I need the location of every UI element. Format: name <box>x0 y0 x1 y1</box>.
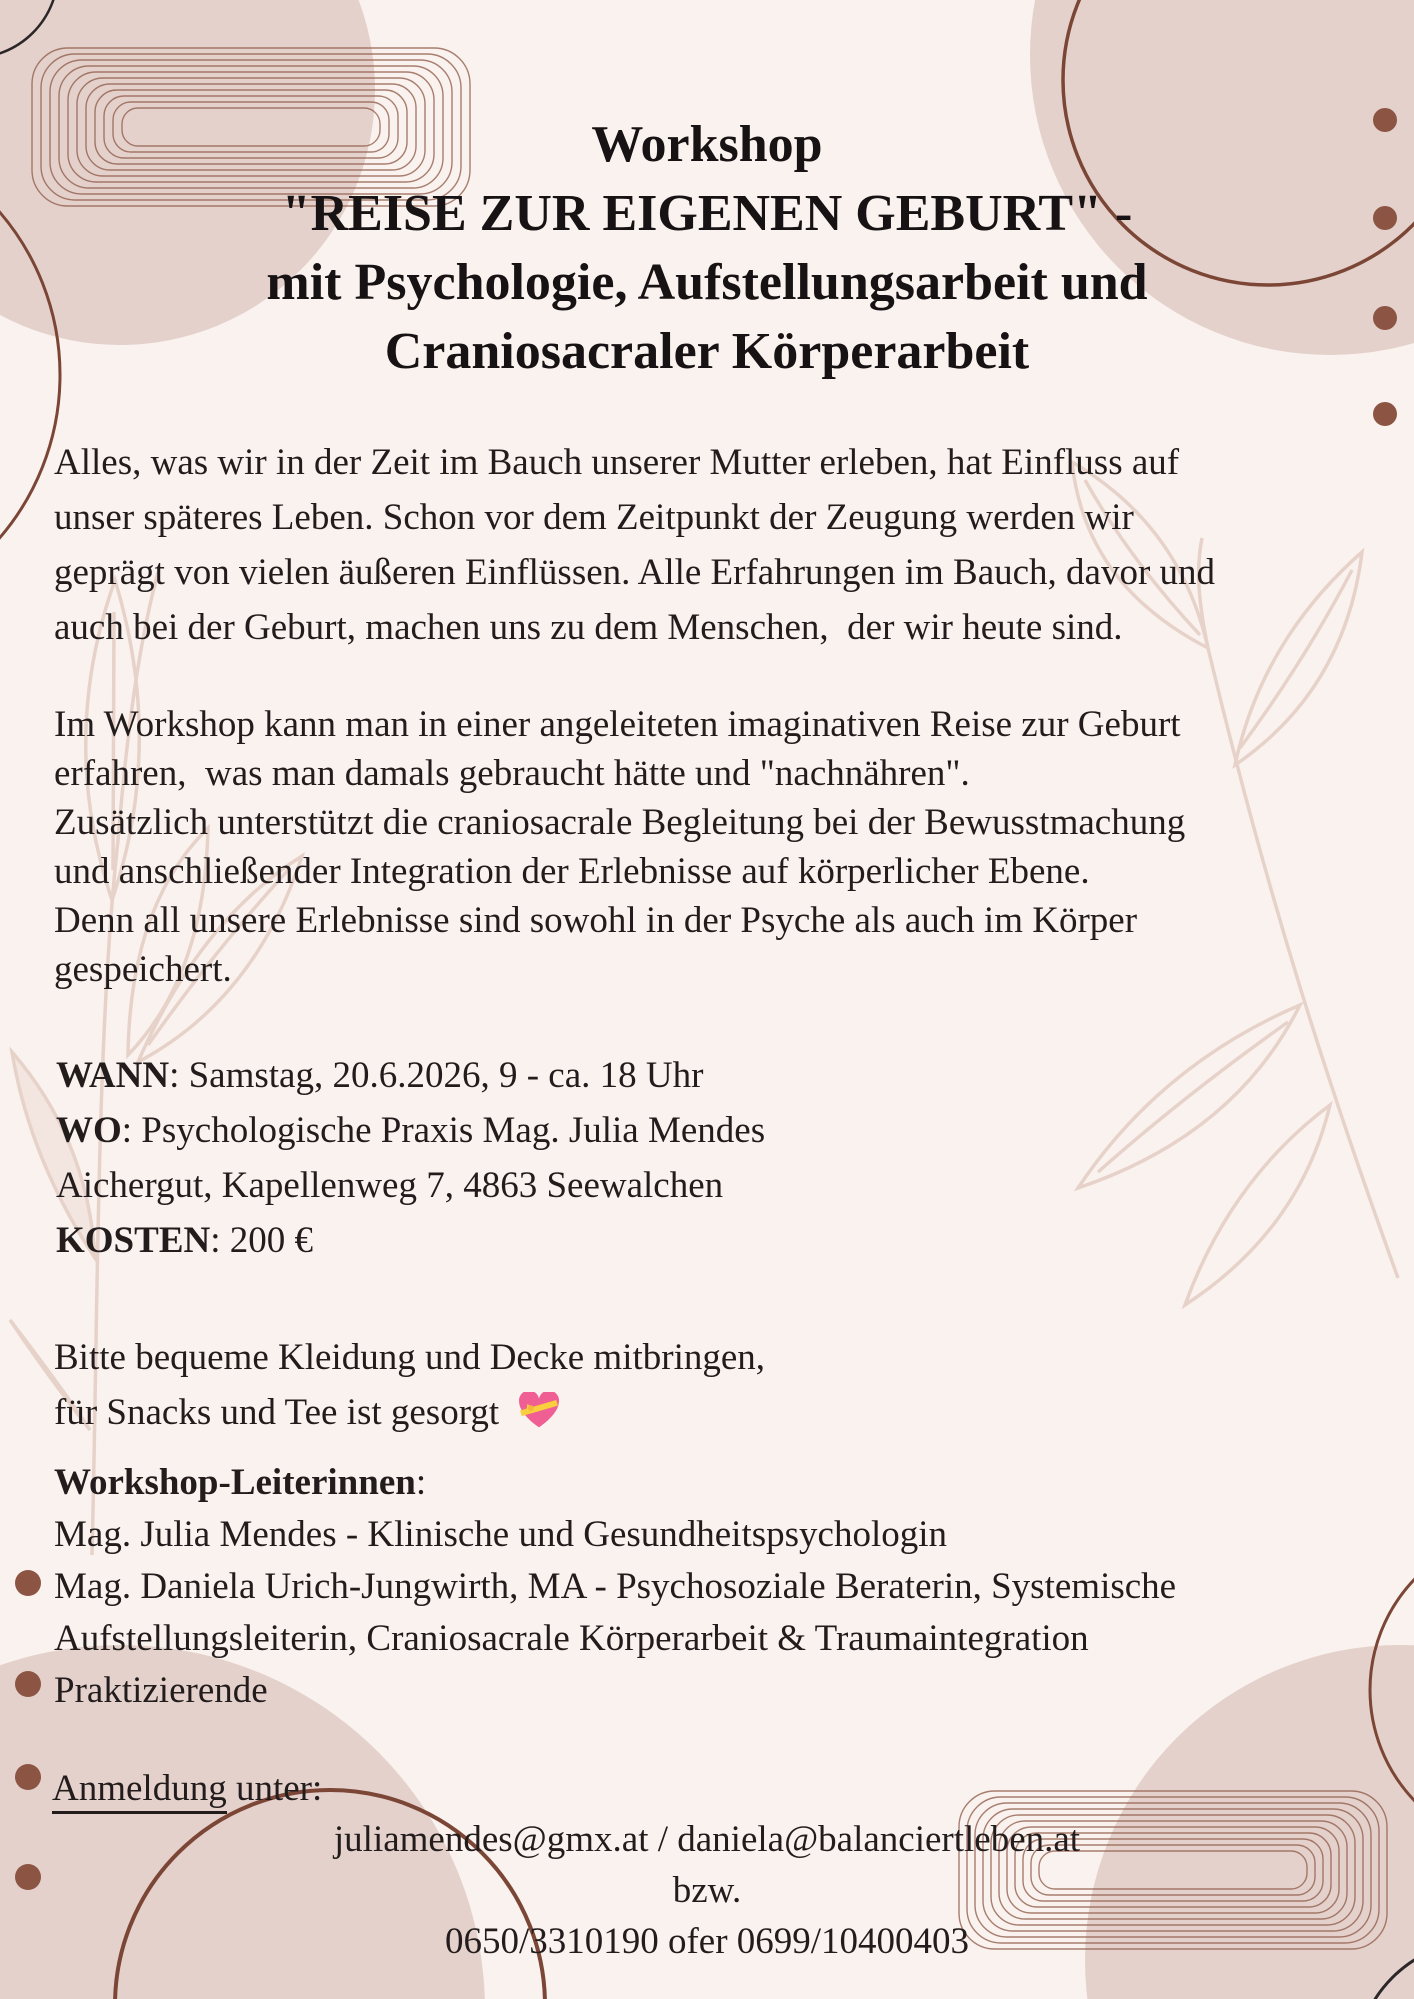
leader-line: Praktizierende <box>54 1670 268 1711</box>
paragraph-line: Alles, was wir in der Zeit im Bauch unserer Mutter erleben, hat Einfluss auf <box>54 442 1180 483</box>
detail-label: WANN <box>56 1055 170 1096</box>
detail-when <box>56 1048 765 1103</box>
leader-line: Mag. Daniela Urich-Jungwirth, MA - Psychosoziale Beraterin, Systemische <box>54 1566 1177 1607</box>
paragraph-line: unser späteres Leben. Schon vor dem Zeitpunkt der Zeugung werden wir <box>54 497 1134 538</box>
contact-phones: 0650/3310190 ofer 0699/10400403 <box>444 1921 970 1962</box>
paragraph-line: Im Workshop kann man in einer angeleiteten imaginativen Reise zur Geburt <box>54 704 1181 745</box>
bring-along-note <box>54 1330 765 1446</box>
heart-with-ribbon-emoji <box>518 1391 560 1446</box>
workshop-leaders <box>54 1457 1176 1717</box>
title-line: "REISE ZUR EIGENEN GEBURT" - <box>281 185 1133 242</box>
title-line: mit Psychologie, Aufstellungsarbeit und <box>266 254 1148 311</box>
detail-label: WO <box>56 1110 122 1151</box>
contact-emails: juliamendes@gmx.at / daniela@balanciertleben.at <box>333 1819 1081 1860</box>
note-text: für Snacks und Tee ist gesorgt <box>54 1392 509 1433</box>
leaders-heading-colon: : <box>415 1462 427 1503</box>
signup-heading <box>52 1761 322 1816</box>
detail-value: : Psychologische Praxis Mag. Julia Mendes <box>121 1110 766 1151</box>
leader-line: Mag. Julia Mendes - Klinische und Gesundheitspsychologin <box>54 1514 948 1555</box>
signup-heading-rest: unter: <box>226 1768 323 1809</box>
leader-line: Aufstellungsleiterin, Craniosacrale Körperarbeit & Traumaintegration <box>54 1618 1089 1659</box>
detail-where <box>56 1103 765 1158</box>
detail-label: KOSTEN <box>56 1220 211 1261</box>
contact-bzw: bzw. <box>672 1870 742 1911</box>
paragraph-line: und anschließender Integration der Erlebnisse auf körperlicher Ebene. <box>54 851 1090 892</box>
paragraph-line: auch bei der Geburt, machen uns zu dem Menschen, der wir heute sind. <box>54 607 1123 648</box>
intro-paragraph <box>54 435 1215 655</box>
title-line: Craniosacraler Körperarbeit <box>384 323 1030 380</box>
detail-cost <box>56 1213 765 1268</box>
leaders-heading-text: Workshop-Leiterinnen <box>54 1462 416 1503</box>
detail-address <box>56 1158 765 1213</box>
signup-underlined-word: Anmeldung <box>52 1768 227 1814</box>
leaders-heading <box>54 1457 1176 1509</box>
event-details <box>56 1048 765 1268</box>
paragraph-line: erfahren, was man damals gebraucht hätte und "nachnähren". <box>54 753 970 794</box>
note-line <box>54 1385 765 1446</box>
workshop-description-paragraph <box>54 700 1185 994</box>
paragraph-line: gespeichert. <box>54 949 232 990</box>
paragraph-line: Zusätzlich unterstützt die craniosacrale Begleitung bei der Bewusstmachung <box>54 802 1186 843</box>
detail-value: Aichergut, Kapellenweg 7, 4863 Seewalchen <box>56 1165 724 1206</box>
note-line: Bitte bequeme Kleidung und Decke mitbringen, <box>54 1337 766 1378</box>
flyer-title <box>0 110 1414 386</box>
detail-value: : 200 € <box>210 1220 313 1261</box>
paragraph-line: Denn all unsere Erlebnisse sind sowohl in der Psyche als auch im Körper <box>54 900 1138 941</box>
title-line: Workshop <box>591 116 823 173</box>
contact-block <box>0 1814 1414 1967</box>
detail-value: : Samstag, 20.6.2026, 9 - ca. 18 Uhr <box>169 1055 704 1096</box>
paragraph-line: geprägt von vielen äußeren Einflüssen. Alle Erfahrungen im Bauch, davor und <box>54 552 1216 593</box>
